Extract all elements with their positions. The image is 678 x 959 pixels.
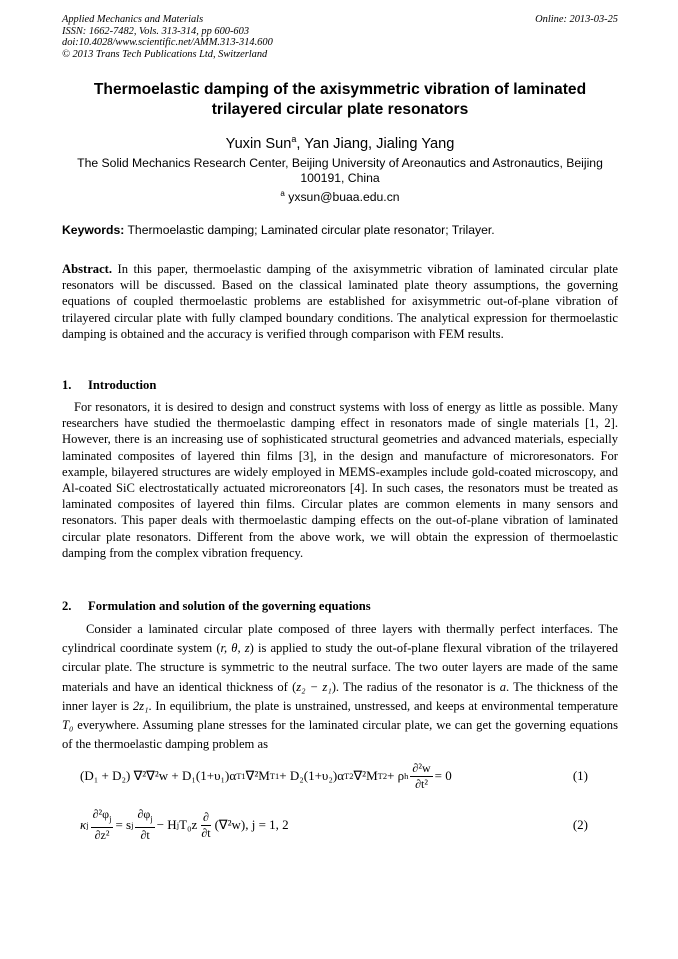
email-mark: a [280,189,285,198]
author-1: Yuxin Sun [225,135,292,152]
radius-symbol: a [499,679,506,694]
equation-1-number: (1) [572,768,588,783]
temperature-symbol: T₀ [62,718,74,733]
author-email[interactable]: yxsun@buaa.edu.cn [288,190,400,205]
section-2-heading [62,598,618,614]
equation-1 [62,756,618,796]
eq2-frac2-den: ∂t [140,827,150,842]
abstract-text: In this paper, thermoelastic damping of the axisymmetric vibration of laminated circular plate resonators will be discussed. Based on the classical laminated plate theory assumptions, the governing equations of coupled thermoelastic problems are established for axisymmetric out-of-plane vibration of trilayered circular plate with fully clamped boundary conditions. The analytical expression for thermoelastic damping is obtained and the accuracy is verified through comparison with FEM results. [62,262,618,341]
eq2-frac3-num: ∂ [202,809,209,824]
introduction-paragraph: For resonators, it is desired to design and construct systems with loss of energy as little as possible. Many researchers have studied the thermoelastic damping effect in resonators made of single materials [1, 2]. However, there is an increasing use of sophisticated structural geometries and advanced materials, especially laminated composites of layered thin films [3], in the design and manufacture of microresonators. For example, bilayered structures are widely employed in MEMS-examples include gold-coated microscopy, and Al-coated SiC electrostatically actuated microreonators [4]. In such cases, the resonators must be treated as laminated composites of layered thin films. Circular plates are common elements in many sensors and resonators. This paper deals with thermoelastic damping effects on the out-of-plane vibration of laminated circular plate resonators. Different from the above work, we will obtain the expression of thermoelastic damping from the complex vibration frequency. [62,400,618,560]
eq2-kappa: κ [80,817,87,832]
issn-line: ISSN: 1662-7482, Vols. 313-314, pp 600-603 [62,25,250,37]
affiliation-line-1: The Solid Mechanics Research Center, Beijing University of Areonautics and Astronautics, Beijing [77,156,603,170]
eq1-term-b: ∇²M [245,768,270,783]
email-line [62,186,618,205]
formulation-text-6: everywhere. Assuming plane stresses for the laminated circular plate, we can get the governing equations of the thermoelastic damping problem as [62,718,618,752]
other-authors: , Yan Jiang, Jialing Yang [296,135,455,152]
eq2-end: (∇²w), j = 1, 2 [214,817,289,832]
inner-thickness-symbol: 2z₁ [132,698,149,713]
eq2-minus-h: − H [156,817,177,832]
equation-2-number: (2) [572,817,588,832]
copyright-line: © 2013 Trans Tech Publications Ltd, Switzerland [62,48,268,60]
equation-2-body [80,805,289,845]
eq2-fraction-2 [135,807,154,842]
eq2-equals-s: = s [115,817,132,832]
journal-header [62,14,618,60]
section-1-title: Introduction [88,378,157,392]
affiliation [62,156,618,205]
eq2-fraction-3 [199,810,212,841]
formulation-text-3: ). The radius of the resonator is [331,679,500,694]
eq2-frac1-num [91,807,114,827]
eq2-sub-j1: j [86,820,89,830]
journal-name: Applied Mechanics and Materials [62,14,204,25]
eq1-rho: + ρ [387,768,405,783]
eq2-frac2-num-text: ∂φ [137,807,151,822]
eq1-end: = 0 [434,768,452,783]
formulation-paragraph [62,620,618,754]
author-list [62,130,618,153]
eq2-frac1-num-text: ∂²φ [92,807,110,822]
author-1-affil-mark: a [291,134,297,144]
section-1-number: 1. [62,378,72,392]
formulation-text-5: . In equilibrium, the plate is unstrained, unstressed, and keeps at environmental temperature [148,698,618,713]
coords-symbol: r, θ, z [220,641,250,656]
eq1-frac-den: ∂t² [415,776,428,791]
eq2-sub-j3: j [131,820,134,830]
eq1-sub-t2b: T2 [377,771,388,781]
equation-2 [62,805,618,845]
eq2-sub-j4: j [150,813,153,824]
eq1-term-a: (D₁ + D₂) ∇²∇²w + D₁(1+υ₁)α [80,768,237,783]
eq2-frac3-den: ∂t [201,825,211,840]
eq1-term-d: ∇²M [353,768,378,783]
eq1-frac-num: ∂²w [412,760,431,775]
eq2-fraction-1 [91,807,114,842]
eq2-frac1-den: ∂z² [94,827,110,842]
formulation-text-4: . The thickness of the inner layer is [62,679,619,713]
abstract [62,261,618,342]
eq1-sub-h: h [404,771,409,781]
section-2-number: 2. [62,599,72,613]
eq1-term-c: + D₂(1+υ₂)α [279,768,345,783]
affiliation-line-2: 100191, China [300,171,380,185]
doi-line[interactable]: doi:10.4028/www.scientific.net/AMM.313-314.600 [62,37,273,49]
title-line-2: trilayered circular plate resonators [211,101,469,118]
eq2-frac2-num [135,807,154,827]
section-1-heading [62,377,618,393]
thickness-symbol: z₂ − z₁ [296,679,332,694]
paper-title [62,80,618,120]
eq2-sub-j5: j [176,820,180,830]
section-2-title: Formulation and solution of the governing equations [88,599,371,613]
eq2-t0z: T₀z [179,817,198,832]
abstract-label: Abstract. [62,262,113,276]
formulation-text-2: ) is applied to study the out-of-plane flexural vibration of the trilayered circular plate. The structure is symmetric to the neutral surface. The two outer layers are made of the same materials and have an identical thickness of ( [62,641,619,694]
online-date: Online: 2013-03-25 [535,14,618,25]
eq1-sub-t2a: T2 [344,771,354,781]
keywords-label: Keywords: [62,223,125,237]
eq1-sub-t1a: T1 [236,771,246,781]
keywords [62,223,618,238]
formulation-text-1: Consider a laminated circular plate composed of three layers with thermally perfect interfaces. The cylindrical coordinate system ( [62,622,618,656]
title-line-1: Thermoelastic damping of the axisymmetric vibration of laminated [93,81,587,98]
eq1-sub-t1b: T1 [269,771,280,781]
eq1-fraction [410,761,432,792]
keywords-text: Thermoelastic damping; Laminated circular plate resonator; Trilayer. [127,223,495,237]
equation-1-body [80,756,452,796]
eq2-sub-j2: j [109,813,112,824]
